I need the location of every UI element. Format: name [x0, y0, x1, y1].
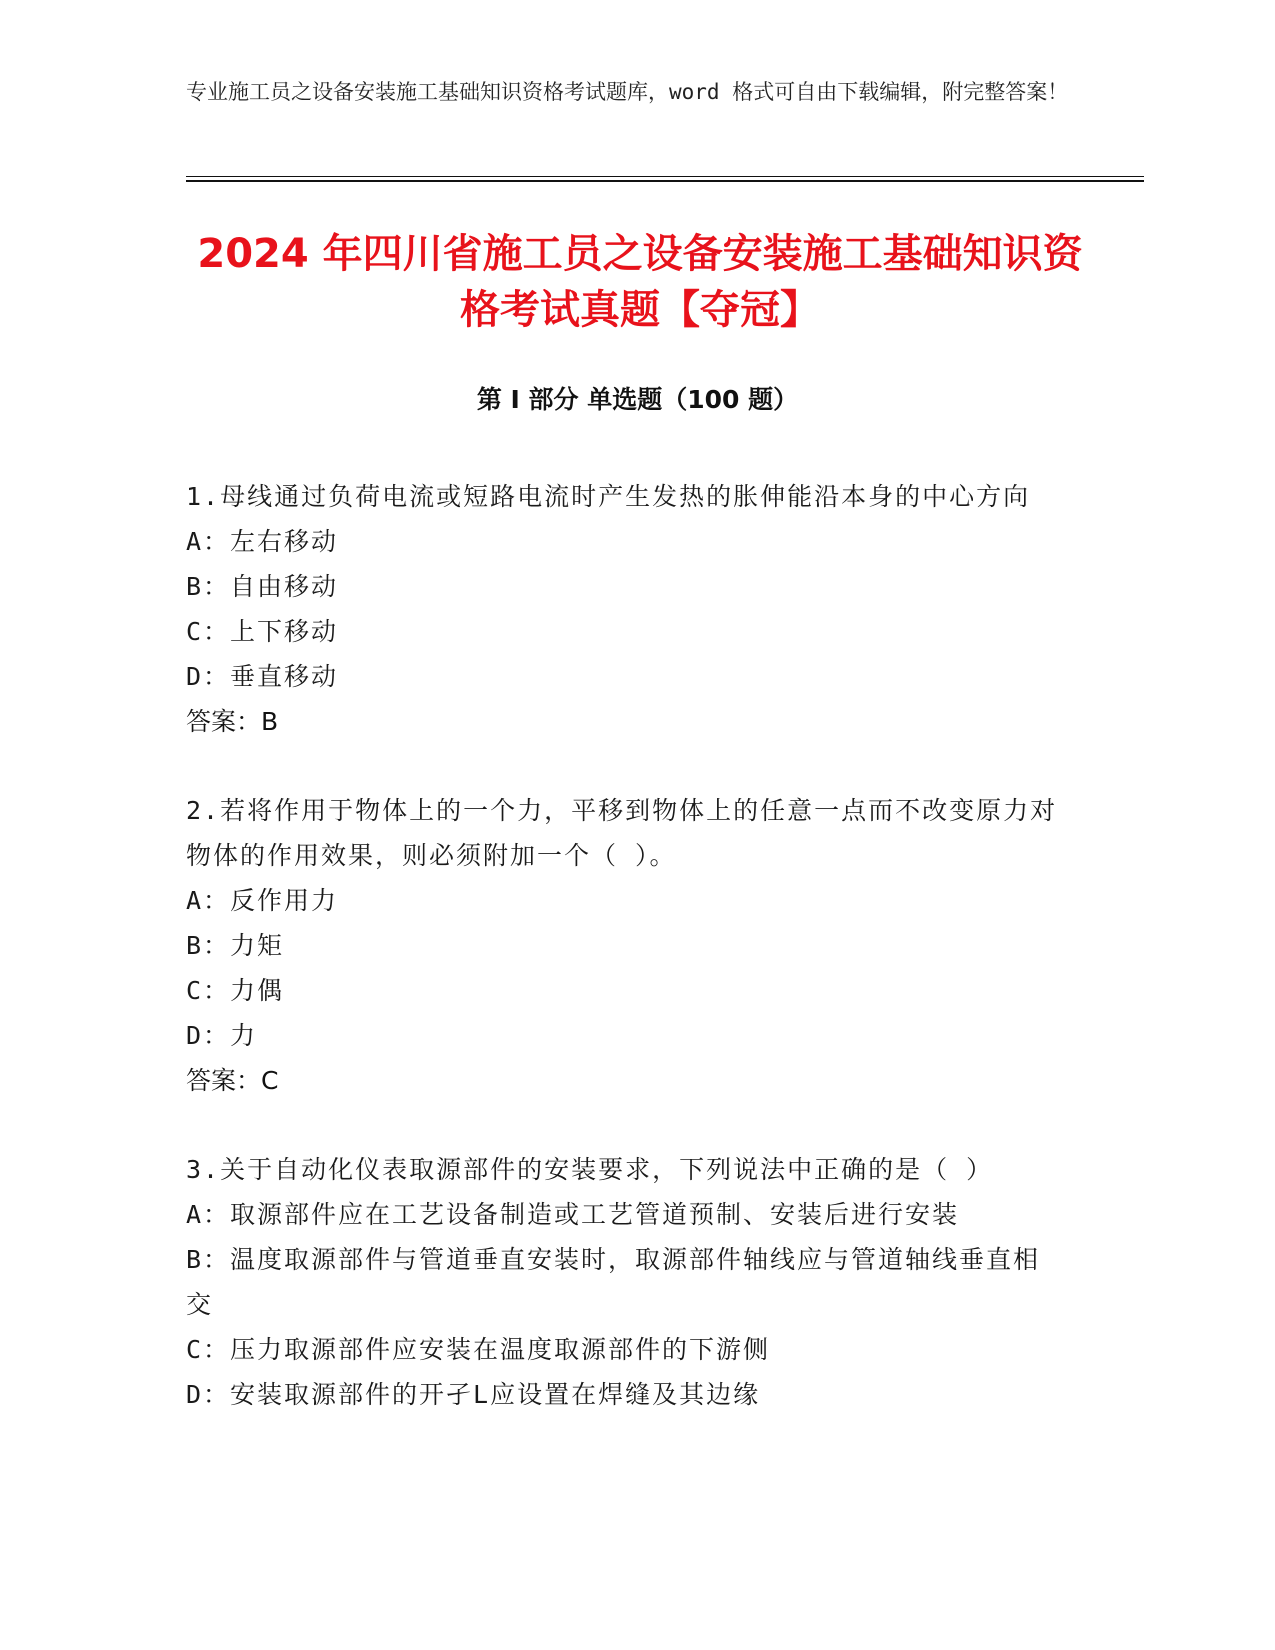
option-d: D：力	[186, 1021, 258, 1050]
question-stem: 3.关于自动化仪表取源部件的安装要求，下列说法中正确的是（ ）	[186, 1155, 994, 1184]
header-divider-thick	[186, 180, 1144, 182]
section-heading: 第 I 部分 单选题（100 题）	[476, 385, 799, 414]
option-b: B：温度取源部件与管道垂直安装时，取源部件轴线应与管道轴线垂直相交	[186, 1245, 1041, 1319]
question-1	[186, 474, 1066, 744]
header-divider-thin	[186, 176, 1144, 177]
question-stem: 1.母线通过负荷电流或短路电流时产生发热的胀伸能沿本身的中心方向	[186, 482, 1031, 511]
header-note: 专业施工员之设备安装施工基础知识资格考试题库，word 格式可自由下载编辑，附完整答案！	[186, 80, 1069, 104]
option-b: B：自由移动	[186, 572, 339, 601]
option-d: D：垂直移动	[186, 662, 339, 691]
answer: 答案：B	[186, 707, 279, 736]
question-3	[186, 1147, 1066, 1417]
option-b: B：力矩	[186, 931, 285, 960]
option-c: C：上下移动	[186, 617, 339, 646]
option-a: A：取源部件应在工艺设备制造或工艺管道预制、安装后进行安装	[186, 1200, 960, 1229]
question-stem: 2.若将作用于物体上的一个力，平移到物体上的任意一点而不改变原力对物体的作用效果，则必须附加一个（ ）。	[186, 796, 1058, 870]
answer: 答案：C	[186, 1066, 279, 1095]
option-c: C：压力取源部件应安装在温度取源部件的下游侧	[186, 1335, 771, 1364]
option-a: A：左右移动	[186, 527, 339, 556]
document-title: 2024 年四川省施工员之设备安装施工基础知识资格考试真题【夺冠】	[197, 231, 1083, 333]
option-c: C：力偶	[186, 976, 285, 1005]
question-2	[186, 788, 1066, 1103]
option-a: A：反作用力	[186, 886, 339, 915]
option-d: D：安装取源部件的开孑L应设置在焊缝及其边缘	[186, 1380, 761, 1409]
question-list	[186, 474, 1066, 1461]
